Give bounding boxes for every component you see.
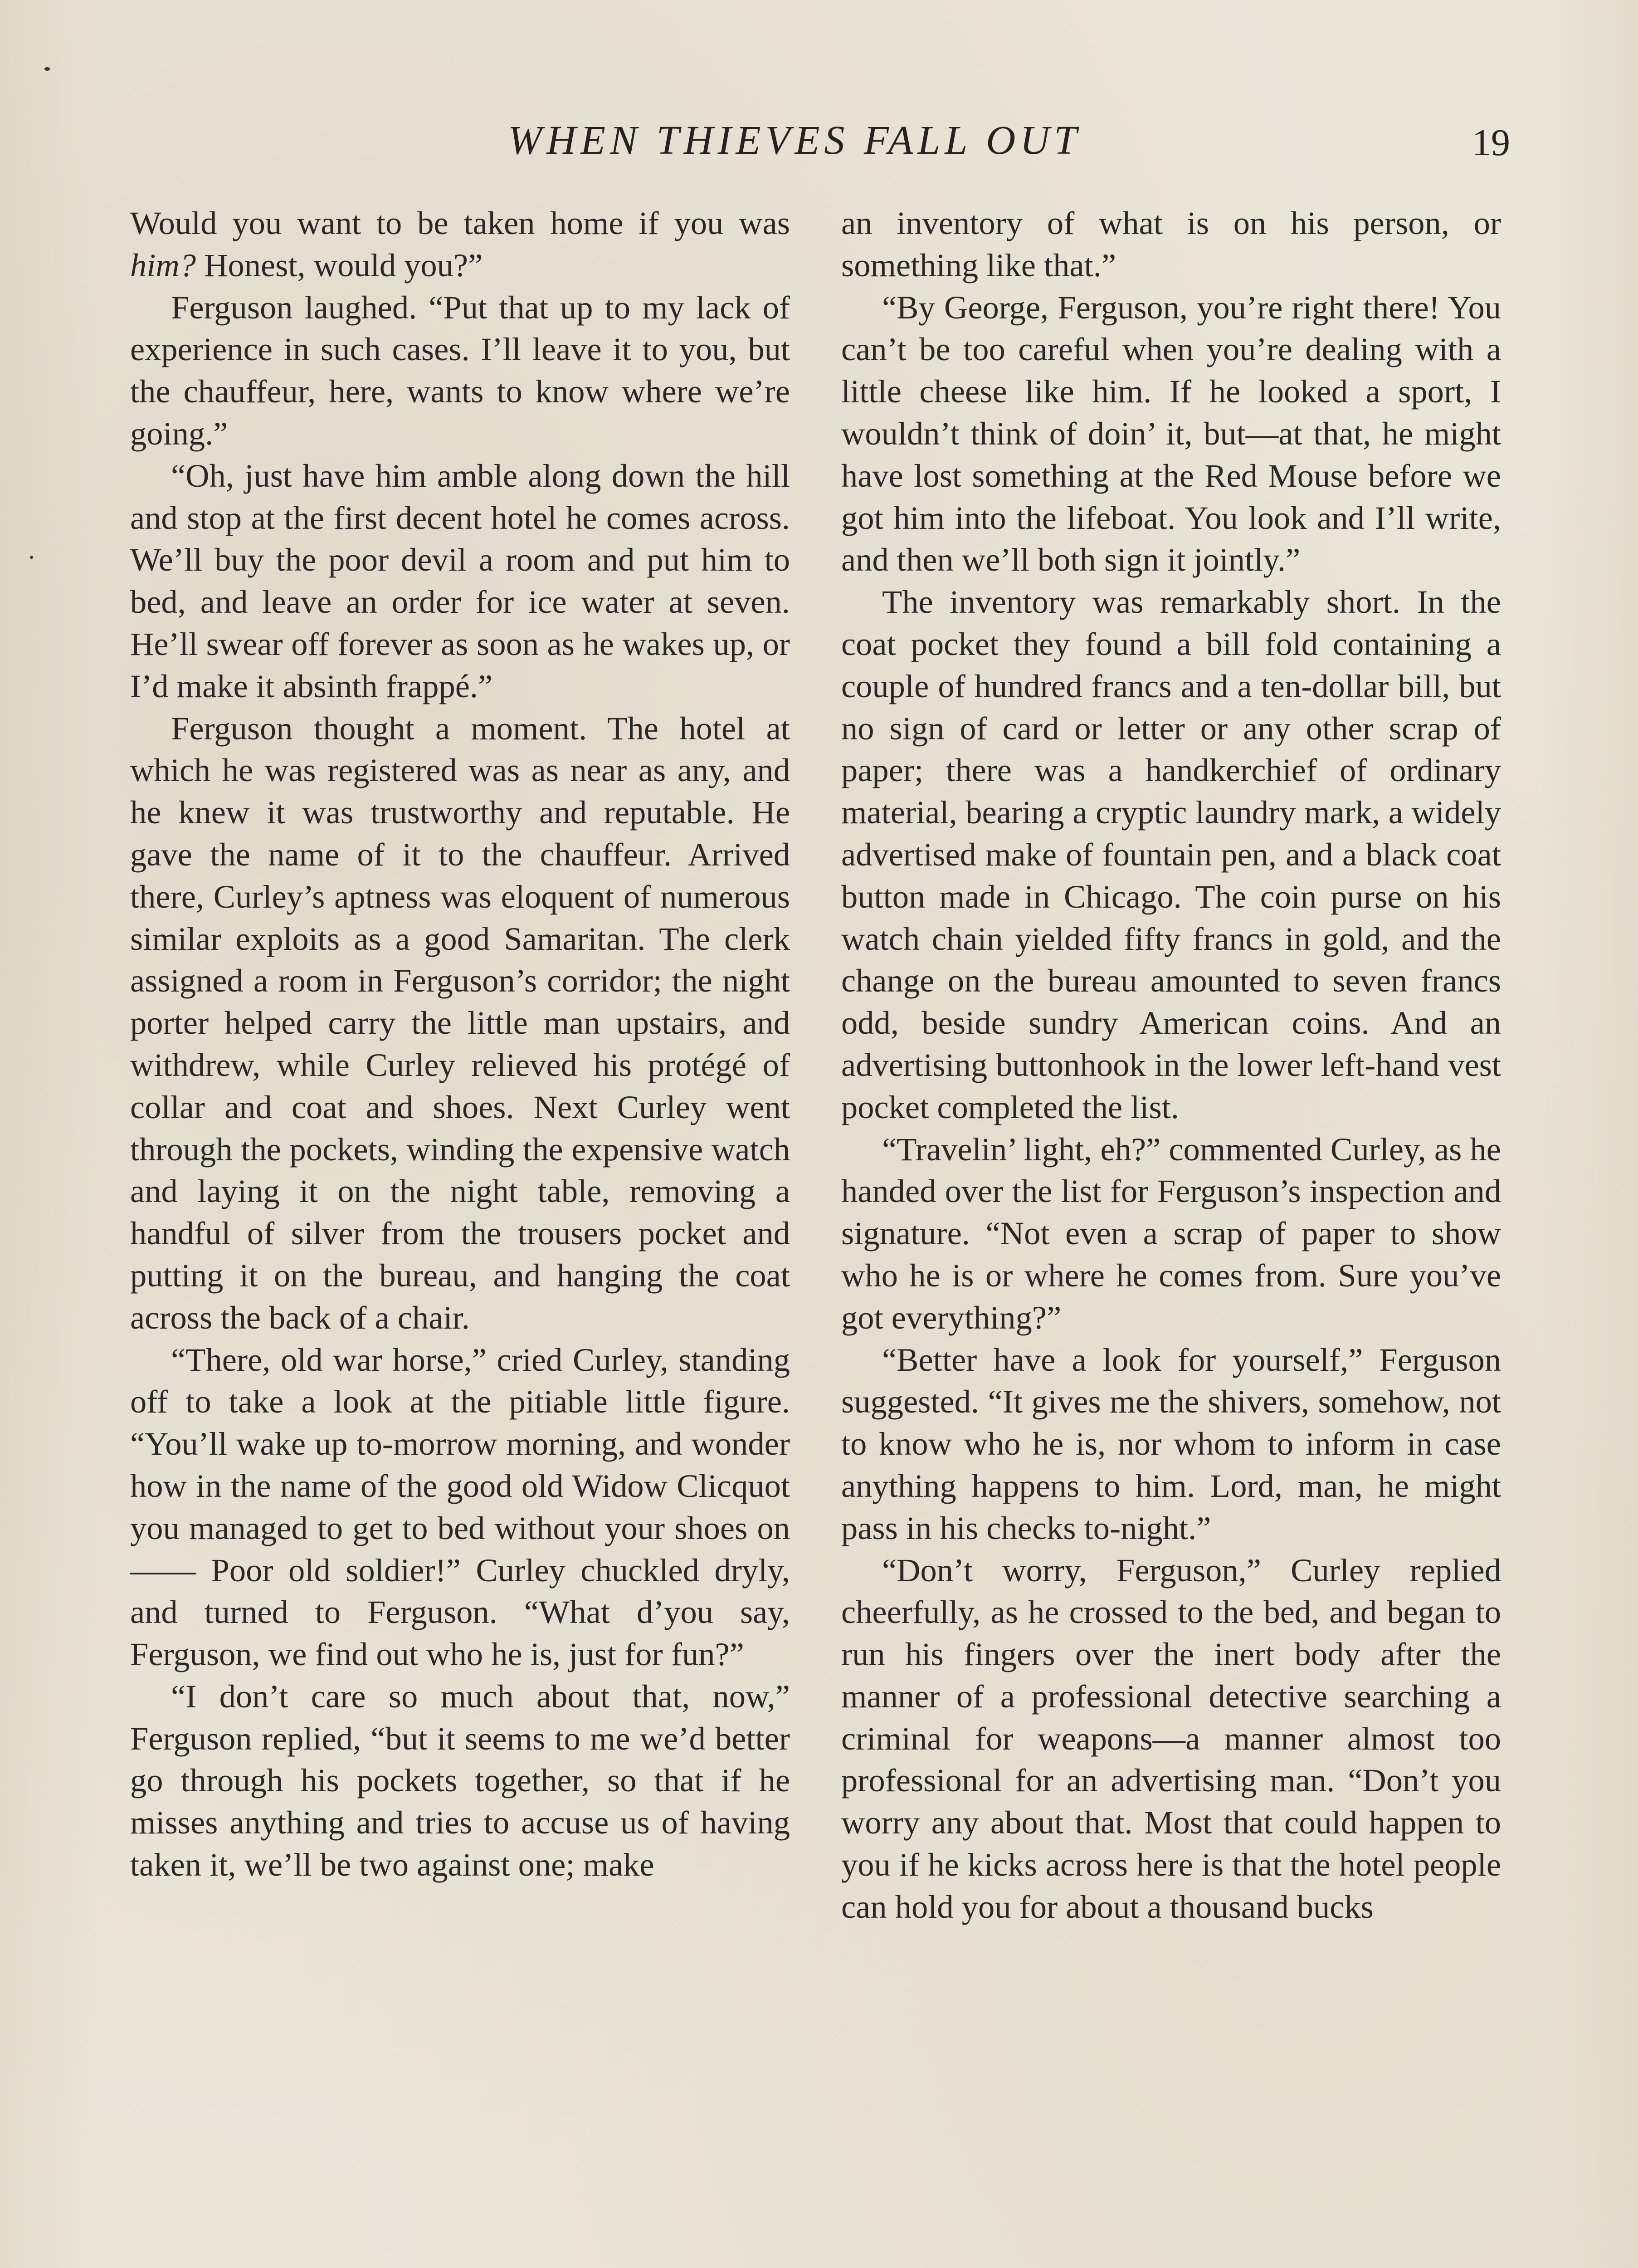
text-column-left <box>130 202 790 1886</box>
paragraph-left-1 <box>130 202 790 287</box>
paper-speck <box>30 556 33 559</box>
paragraph-left-2: Ferguson laughed. “Put that up to my lack of experience in such cases. I’ll leave it to you, but the chauffeur, here, wants to know where we’re going.” <box>130 288 790 452</box>
paragraph-right-5: “Better have a look for yourself,” Ferguson suggested. “It gives me the shivers, somehow, not to know who he is, nor whom to inform in case anything happens to him. Lord, man, he might pass in his checks to-night.” <box>841 1341 1501 1546</box>
paragraph-right-4: “Travelin’ light, eh?” commented Curley, as he handed over the list for Ferguson’s inspection and signature. “Not even a scrap of paper to show who he is or where he comes from. Sure you’ve got everything?” <box>841 1130 1501 1336</box>
paragraph-right-1: an inventory of what is on his person, or something like that.” <box>841 205 1501 284</box>
text-column-right <box>841 202 1501 1928</box>
paragraph-left-6: “I don’t care so much about that, now,” Ferguson replied, “but it seems to me we’d better go through his pockets together, so that if he misses anything and tries to accuse us of having taken it, we’ll be two against one; make <box>130 1677 790 1883</box>
italic-emphasis: him? <box>130 246 196 284</box>
page-number: 19 <box>1472 122 1510 164</box>
paragraph-left-5: “There, old war horse,” cried Curley, standing off to take a look at the pitiable little figure. “You’ll wake up to-morrow morning, and wonder how in the name of the good old Widow Clicquot you managed to get to bed without your shoes on—— Poor old soldier!” Curley chuckled dryly, and turned to Ferguson. “What d’you say, Ferguson, we find out who he is, just for fun?” <box>130 1341 790 1673</box>
paragraph-right-2: “By George, Ferguson, you’re right there! You can’t be too careful when you’re dealing with a little cheese like him. If he looked a sport, I wouldn’t think of doin’ it, but—at that, he might have lost something at the Red Mouse before we got him into the lifeboat. You look and I’ll write, and then we’ll both sign it jointly.” <box>841 288 1501 578</box>
paragraph-text: Honest, would you?” <box>196 246 483 284</box>
running-title: WHEN THIEVES FALL OUT <box>508 118 1082 163</box>
paragraph-text: Would you want to be taken home if you was <box>130 205 790 241</box>
paper-speck <box>44 67 50 71</box>
running-head <box>0 117 1638 167</box>
paragraph-left-4: Ferguson thought a moment. The hotel at which he was registered was as near as any, and he knew it was trustworthy and reputable. He gave the name of it to the chauffeur. Arrived there, Curley’s aptness was eloquent of numerous similar exploits as a good Samaritan. The clerk assigned a room in Ferguson’s corridor; the night porter helped carry the little man upstairs, and withdrew, while Curley relieved his protégé of collar and coat and shoes. Next Curley went through the pockets, winding the expensive watch and laying it on the night table, removing a handful of silver from the trousers pocket and putting it on the bureau, and hanging the coat across the back of a chair. <box>130 709 790 1336</box>
paragraph-right-3: The inventory was remarkably short. In the coat pocket they found a bill fold containing a couple of hundred francs and a ten-dollar bill, but no sign of card or letter or any other scrap of paper; there was a handkerchief of ordinary material, bearing a cryptic laundry mark, a widely advertised make of fountain pen, and a black coat button made in Chicago. The coin purse on his watch chain yielded fifty francs in gold, and the change on the bureau amounted to seven francs odd, beside sundry American coins. And an advertising buttonhook in the lower left-hand vest pocket completed the list. <box>841 583 1501 1125</box>
paragraph-left-3: “Oh, just have him amble along down the hill and stop at the first decent hotel he comes across. We’ll buy the poor devil a room and put him to bed, and leave an order for ice water at seven. He’ll swear off forever as soon as he wakes up, or I’d make it absinth frappé.” <box>130 457 790 704</box>
paragraph-right-6: “Don’t worry, Ferguson,” Curley replied cheerfully, as he crossed to the bed, and began to run his fingers over the inert body after the manner of a professional detective searching a criminal for weapons—a manner almost too professional for an advertising man. “Don’t you worry any about that. Most that could happen to you if he kicks across here is that the hotel people can hold you for about a thousand bucks <box>841 1551 1501 1925</box>
